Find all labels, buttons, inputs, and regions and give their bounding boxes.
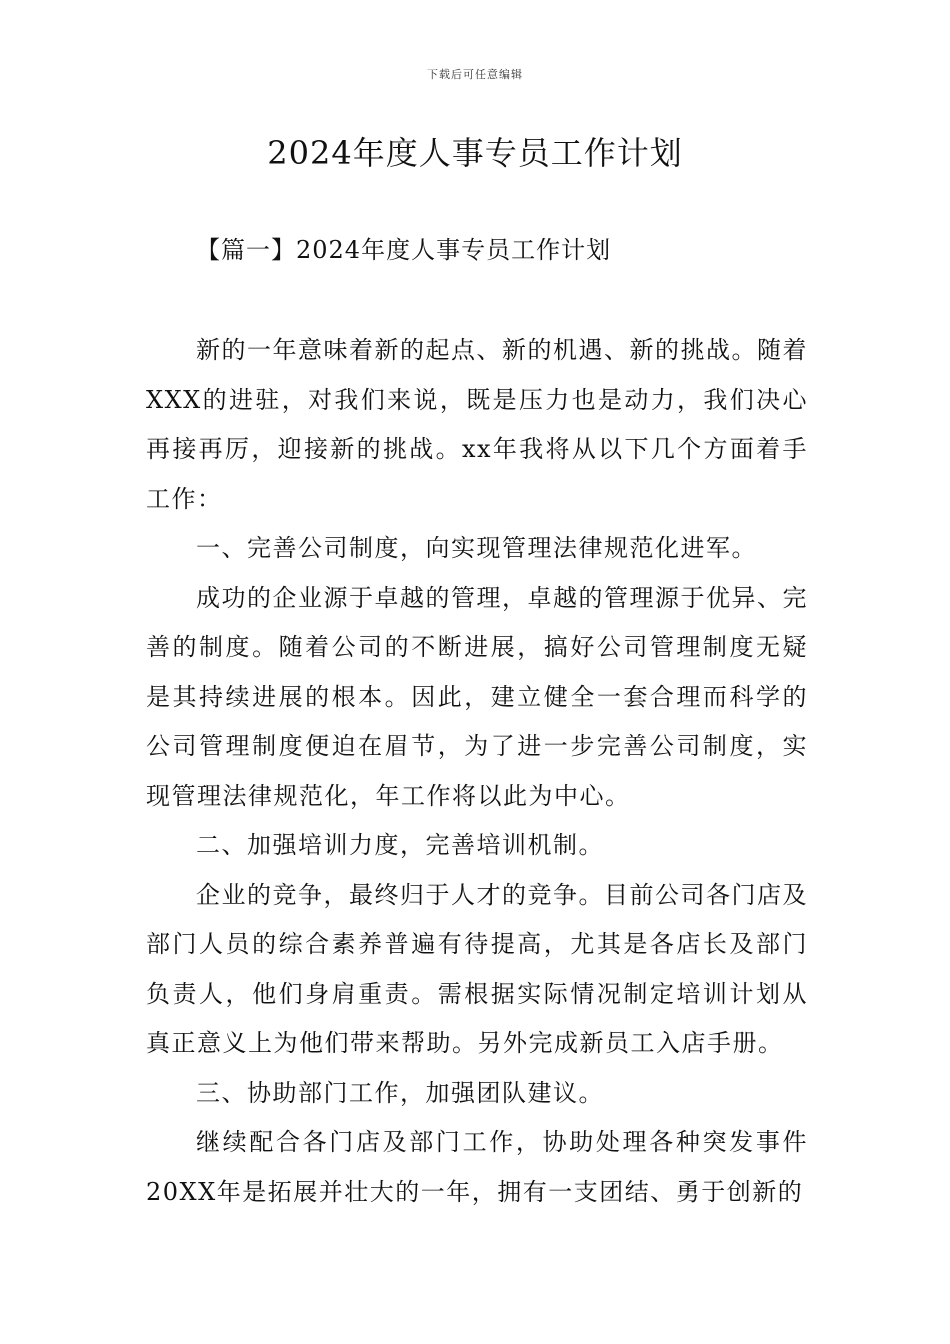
header-note: 下载后可任意编辑 [427, 68, 523, 81]
document-title: 2024年度人事专员工作计划 [267, 134, 683, 172]
paragraph-intro: 新的一年意味着新的起点、新的机遇、新的挑战。随着XXX的进驻，对我们来说，既是压力也是动力，我们决心再接再厉，迎接新的挑战。xx年我将从以下几个方面着手工作： [146, 336, 808, 513]
paragraph-heading-2: 二、加强培训力度，完善培训机制。 [196, 831, 604, 859]
body-text [146, 326, 808, 1217]
section-title: 【篇一】2024年度人事专员工作计划 [196, 236, 612, 264]
paragraph-body-2: 企业的竞争，最终归于人才的竞争。目前公司各门店及部门人员的综合素养普遍有待提高，尤其是各店长及部门负责人，他们身肩重责。需根据实际情况制定培训计划从真正意义上为他们带来帮助。另外完成新员工入店手册。 [146, 880, 808, 1057]
paragraph-body-3: 继续配合各门店及部门工作，协助处理各种突发事件20XX年是拓展并壮大的一年，拥有一支团结、勇于创新的 [146, 1128, 808, 1206]
paragraph-heading-3: 三、协助部门工作，加强团队建议。 [196, 1078, 604, 1107]
paragraph-heading-1: 一、完善公司制度，向实现管理法律规范化进军。 [196, 534, 757, 562]
paragraph-body-1: 成功的企业源于卓越的管理，卓越的管理源于优异、完善的制度。随着公司的不断进展，搞好公司管理制度无疑是其持续进展的根本。因此，建立健全一套合理而科学的公司管理制度便迫在眉节，为了进一步完善公司制度，实现管理法律规范化，年工作将以此为中心。 [146, 583, 808, 810]
